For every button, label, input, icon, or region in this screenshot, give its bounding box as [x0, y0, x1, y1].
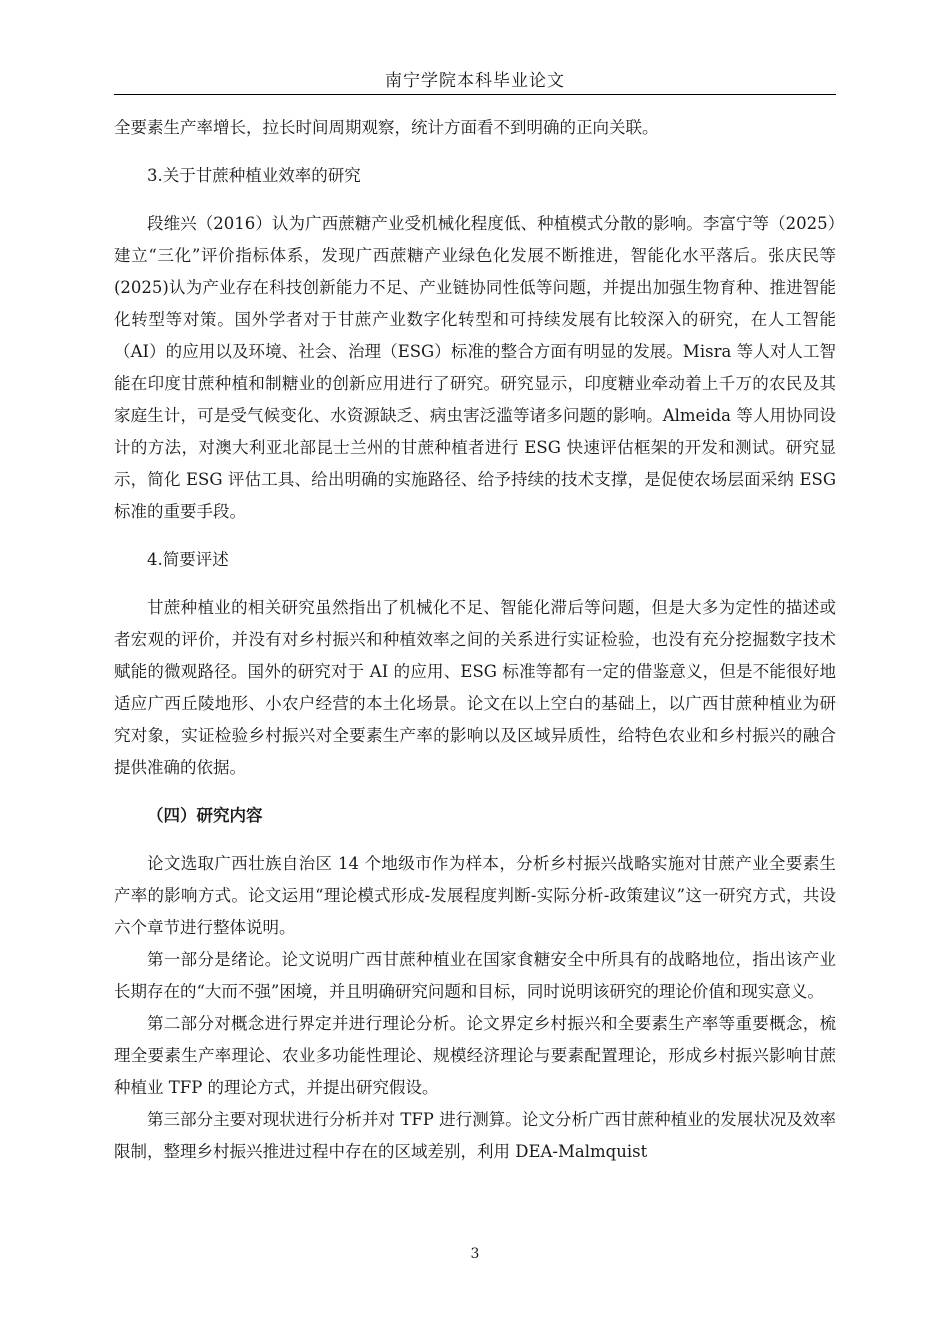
page-header: 南宁学院本科毕业论文 — [114, 66, 836, 95]
page-body — [114, 112, 836, 1168]
paragraph: 第一部分是绪论。论文说明广西甘蔗种植业在国家食糖安全中所具有的战略地位，指出该产业长期存在的“大而不强”困境，并且明确研究问题和目标，同时说明该研究的理论价值和现实意义。 — [114, 950, 836, 1001]
paragraph: 第三部分主要对现状进行分析并对 TFP 进行测算。论文分析广西甘蔗种植业的发展状况及效率限制，整理乡村振兴推进过程中存在的区域差别，利用 DEA-Malmquist — [114, 1110, 836, 1161]
paragraph: 全要素生产率增长，拉长时间周期观察，统计方面看不到明确的正向关联。 — [114, 118, 659, 137]
paragraph: 甘蔗种植业的相关研究虽然指出了机械化不足、智能化滞后等问题，但是大多为定性的描述或者宏观的评价，并没有对乡村振兴和种植效率之间的关系进行实证检验，也没有充分挖掘数字技术赋能的微观路径。国外的研究对于 AI 的应用、ESG 标准等都有一定的借鉴意义，但是不能很好地适应广西丘陵地形、小农户经营的本土化场景。论文在以上空白的基础上，以广西甘蔗种植业为研究对象，实证检验乡村振兴对全要素生产率的影响以及区域异质性，给特色农业和乡村振兴的融合提供准确的依据。 — [114, 598, 836, 777]
page-number: 3 — [470, 1246, 480, 1262]
subsection-heading: 4.简要评述 — [147, 550, 229, 569]
section-heading: （四）研究内容 — [147, 806, 263, 825]
paragraph: 第二部分对概念进行界定并进行理论分析。论文界定乡村振兴和全要素生产率等重要概念，梳理全要素生产率理论、农业多功能性理论、规模经济理论与要素配置理论，形成乡村振兴影响甘蔗种植业 TFP 的理论方式，并提出研究假设。 — [114, 1014, 836, 1097]
paragraph: 段维兴（2016）认为广西蔗糖产业受机械化程度低、种植模式分散的影响。李富宁等（2025）建立“三化”评价指标体系，发现广西蔗糖产业绿色化发展不断推进，智能化水平落后。张庆民等(2025)认为产业存在科技创新能力不足、产业链协同性低等问题，并提出加强生物育种、推进智能化转型等对策。国外学者对于甘蔗产业数字化转型和可持续发展有比较深入的研究，在人工智能（AI）的应用以及环境、社会、治理（ESG）标准的整合方面有明显的发展。Misra 等人对人工智能在印度甘蔗种植和制糖业的创新应用进行了研究。研究显示，印度糖业牵动着上千万的农民及其家庭生计，可是受气候变化、水资源缺乏、病虫害泛滥等诸多问题的影响。Almeida 等人用协同设计的方法，对澳大利亚北部昆士兰州的甘蔗种植者进行 ESG 快速评估框架的开发和测试。研究显示，简化 ESG 评估工具、给出明确的实施路径、给予持续的技术支撑，是促使农场层面采纳 ESG 标准的重要手段。 — [114, 214, 836, 521]
subsection-heading: 3.关于甘蔗种植业效率的研究 — [147, 166, 361, 185]
paragraph: 论文选取广西壮族自治区 14 个地级市作为样本，分析乡村振兴战略实施对甘蔗产业全要素生产率的影响方式。论文运用“理论模式形成-发展程度判断-实际分析-政策建议”这一研究方式，共设六个章节进行整体说明。 — [114, 854, 836, 937]
